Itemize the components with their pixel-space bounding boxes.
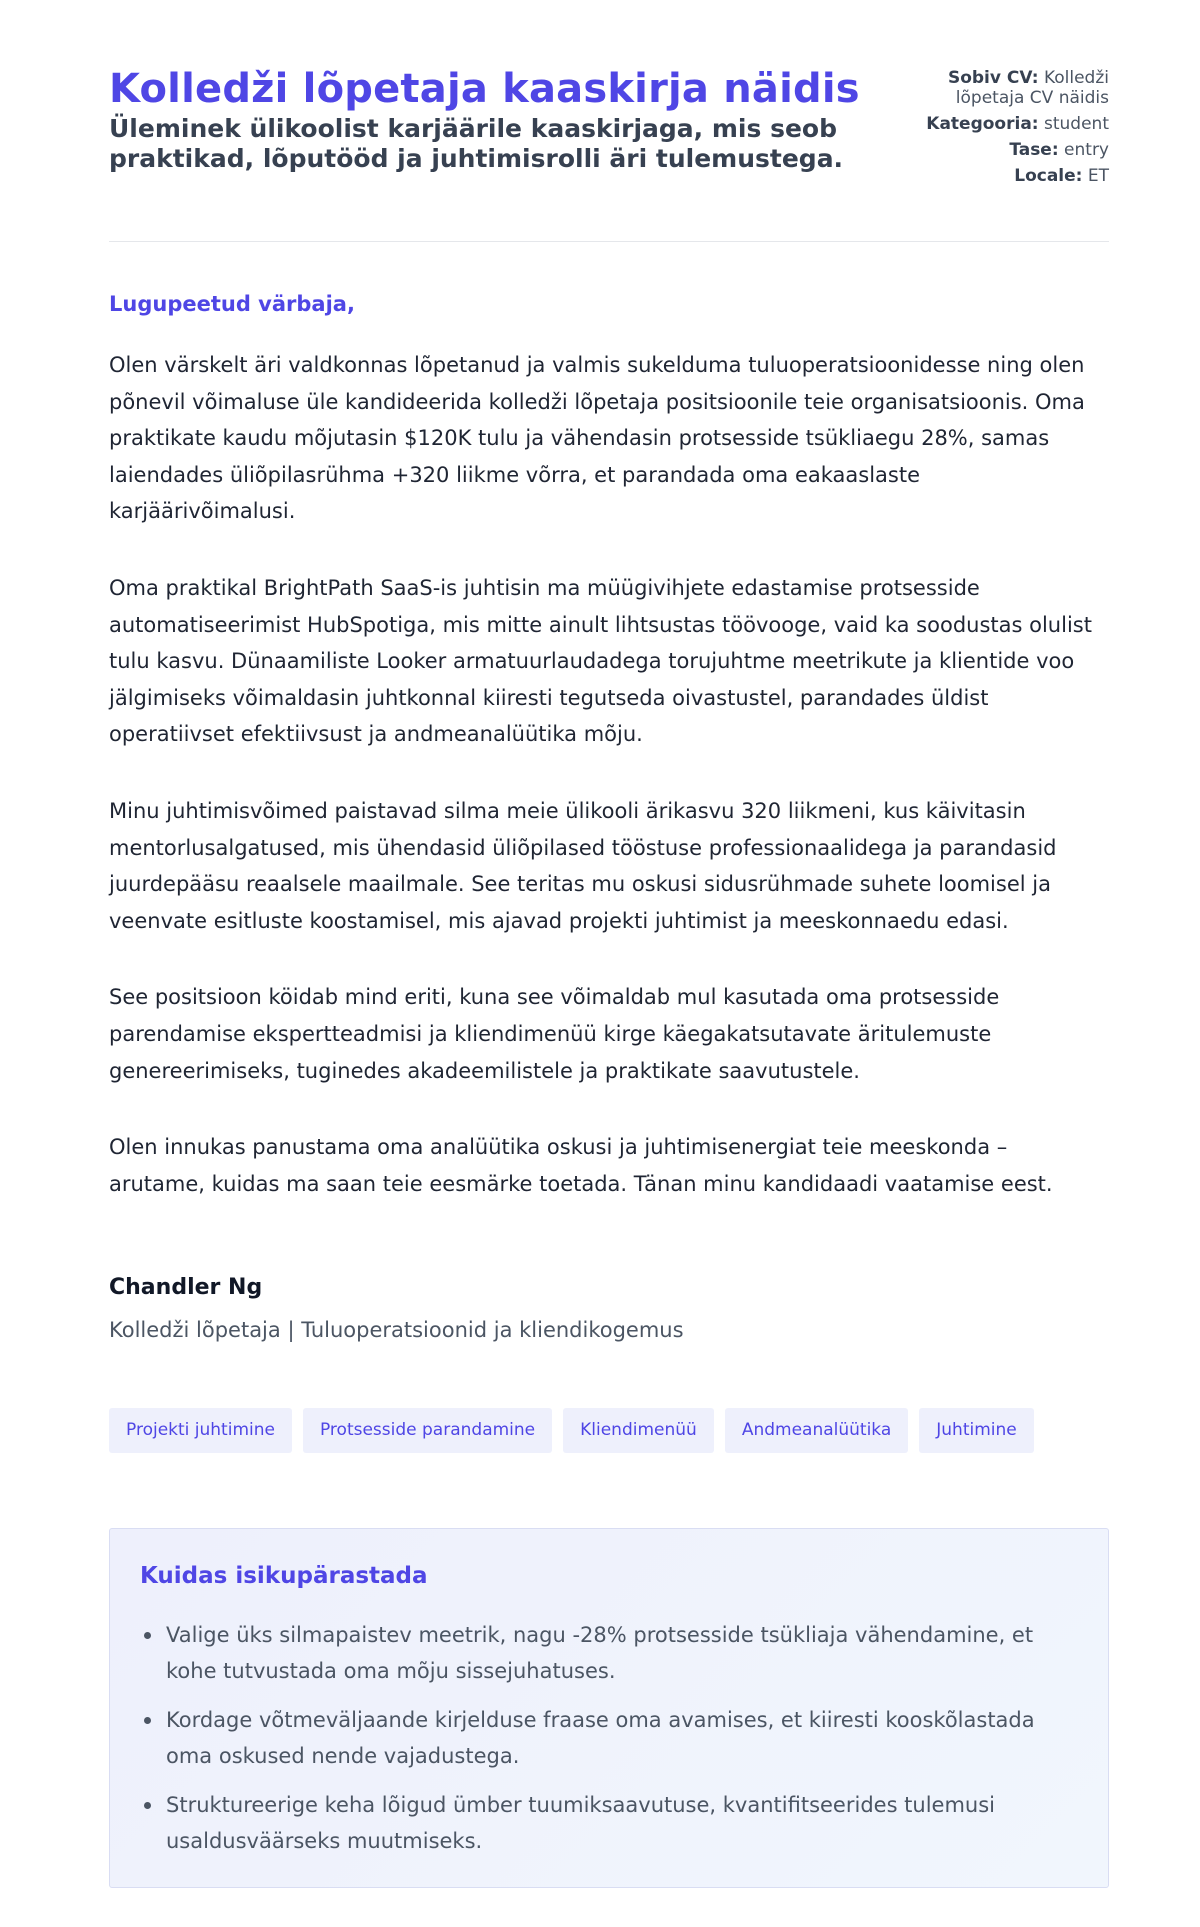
- letter-paragraph: Minu juhtimisvõimed paistavad silma meie ülikooli ärikasvu 320 liikmeni, kus käivitasin mentorlusalgatused, mis ühendasid üliõpilased tööstuse professionaalidega ja parandasid juurdepääsu reaalsele maailmale. See teritas mu oskusi sidusrühmade suhete loomisel ja veenvate esitluste koostamisel, mis ajavad projekti juhtimist ja meeskonnaedu edasi.: [109, 798, 1057, 933]
- letter-paragraph: Olen värskelt äri valdkonnas lõpetanud ja valmis sukelduma tuluoperatsioonidesse ning olen põnevil võimaluse üle kandideerida kolledži lõpetaja positsioonile teie organisatsioonis. Oma praktikate kaudu mõjutasin $120K tulu ja vähendasin protsesside tsükliaegu 28%, samas laiendades üliõpilasrühma +320 liikme võrra, et parandada oma eakaaslaste karjäärivõimalusi.: [109, 353, 1085, 524]
- cover-letter-page: [109, 0, 1109, 1853]
- skill-tag[interactable]: Andmeanalüütika: [725, 1408, 908, 1453]
- bullet-icon: [144, 1802, 151, 1809]
- tips-title: Kuidas isikupärastada: [140, 1563, 428, 1589]
- skill-tags: [109, 1408, 1034, 1453]
- meta-locale-label: Locale:: [1014, 166, 1083, 186]
- tip-text: Kordage võtmeväljaande kirjelduse fraase oma avamises, et kiiresti kooskõlastada oma oskused nende vajadustega.: [166, 1708, 1035, 1768]
- tips-list: [140, 1617, 1070, 1872]
- meta-fits-cv: [919, 68, 1109, 108]
- meta-category-value: student: [1044, 114, 1109, 134]
- meta-locale-value: ET: [1087, 166, 1109, 186]
- tip-item: [140, 1617, 1070, 1689]
- tip-item: [140, 1787, 1070, 1859]
- signature-name: Chandler Ng: [109, 1275, 263, 1300]
- page-subtitle: Üleminek ülikoolist karjäärile kaaskirjaga, mis seob praktikad, lõputööd ja juhtimisrolli äri tulemustega.: [109, 114, 844, 173]
- meta-fits-value[interactable]: Kolledži lõpetaja CV näidis: [955, 68, 1109, 108]
- skill-tag[interactable]: Projekti juhtimine: [109, 1408, 292, 1453]
- skill-tag[interactable]: Protsesside parandamine: [303, 1408, 552, 1453]
- page-header: [109, 0, 1109, 242]
- skill-tag[interactable]: Juhtimine: [919, 1408, 1033, 1453]
- tip-text: Struktureerige keha lõigud ümber tuumiksaavutuse, kvantifitseerides tulemusi usaldusväärseks muutmiseks.: [166, 1793, 996, 1853]
- meta-level: [919, 140, 1109, 160]
- meta-category: [919, 114, 1109, 134]
- meta-locale: [919, 166, 1109, 186]
- letter-paragraph: See positsioon köidab mind eriti, kuna see võimaldab mul kasutada oma protsesside parendamise ekspertteadmisi ja kliendimenüü kirge käegakatsutavate äritulemuste genereerimiseks, tuginedes akadeemilistele ja praktikate saavutustele.: [109, 985, 1000, 1083]
- letter-salutation: Lugupeetud värbaja,: [109, 292, 355, 316]
- page-title: Kolledži lõpetaja kaaskirja näidis: [109, 66, 860, 112]
- meta-fits-label: Sobiv CV:: [947, 68, 1039, 88]
- bullet-icon: [144, 1717, 151, 1724]
- meta-level-label: Tase:: [1009, 140, 1059, 160]
- signature-role: Kolledži lõpetaja | Tuluoperatsioonid ja kliendikogemus: [109, 1318, 684, 1342]
- tip-item: [140, 1702, 1070, 1774]
- meta-panel: [919, 68, 1109, 192]
- letter-body: [109, 347, 1109, 1242]
- letter-paragraph: Olen innukas panustama oma analüütika oskusi ja juhtimisenergiat teie meeskonda – arutame, kuidas ma saan teie eesmärke toetada. Tänan minu kandidaadi vaatamise eest.: [109, 1135, 1053, 1196]
- letter-paragraph: Oma praktikal BrightPath SaaS-is juhtisin ma müügivihjete edastamise protsesside automatiseerimist HubSpotiga, mis mitte ainult lihtsustas töövooge, vaid ka soodustas olulist tulu kasvu. Dünaamiliste Looker armatuurlaudadega torujuhtme meetrikute ja klientide voo jälgimiseks võimaldasin juhtkonnal kiiresti tegutseda oivastustel, parandades üldist operatiivset efektiivsust ja andmeanalüütika mõju.: [109, 575, 1092, 747]
- personalization-tips-box: [109, 1528, 1109, 1888]
- bullet-icon: [144, 1632, 151, 1639]
- tip-text: Valige üks silmapaistev meetrik, nagu -28% protsesside tsükliaja vähendamine, et kohe tutvustada oma mõju sissejuhatuses.: [166, 1623, 1034, 1683]
- skill-tag[interactable]: Kliendimenüü: [563, 1408, 714, 1453]
- meta-category-label: Kategooria:: [926, 114, 1039, 134]
- meta-level-value: entry: [1064, 140, 1109, 160]
